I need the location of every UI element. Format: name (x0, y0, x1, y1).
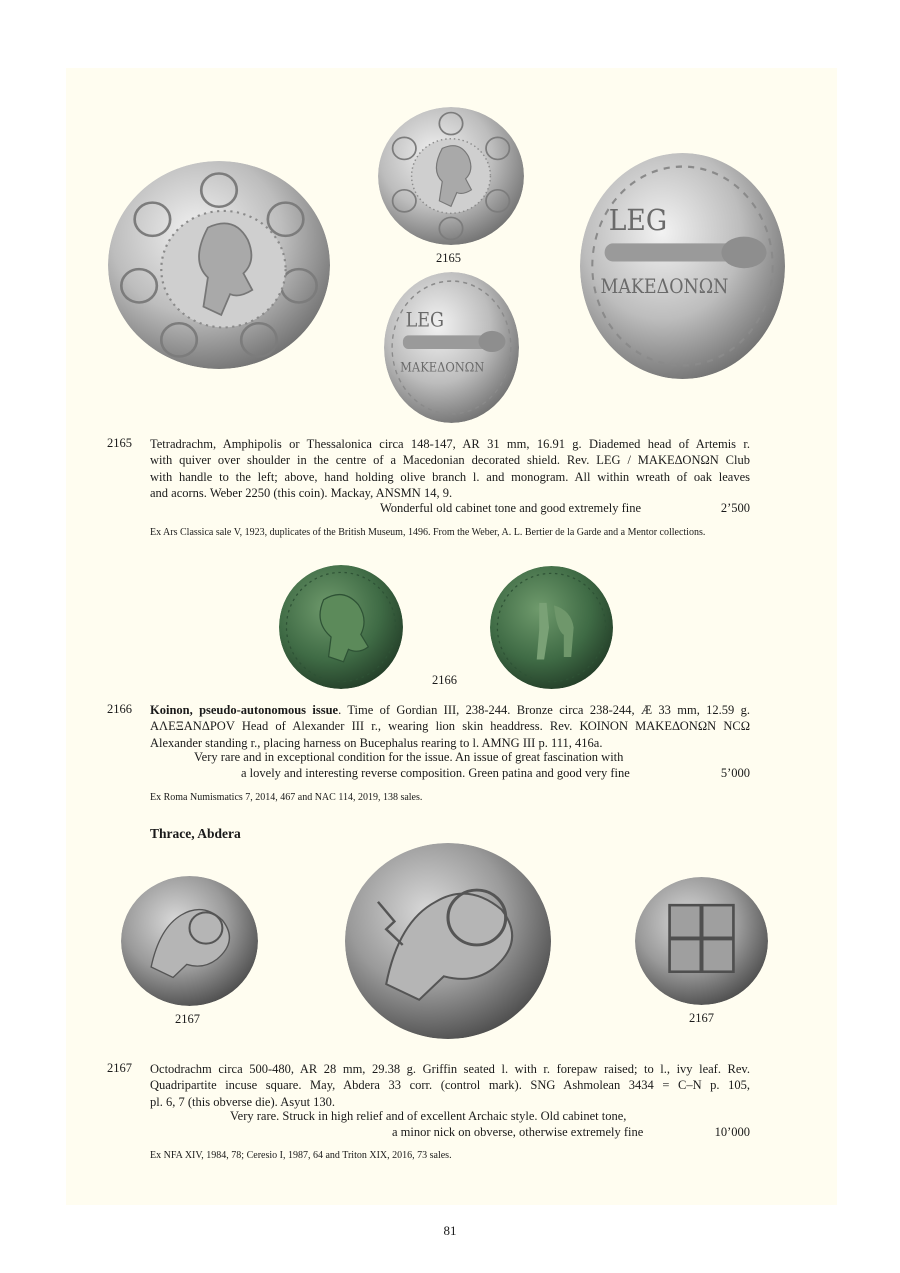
description-line: and acorns. Weber 2250 (this coin). Mackay, ANSMN 14, 9. (150, 486, 453, 501)
coin-2165-reverse-small (384, 272, 519, 423)
coin-2165-obverse-large (108, 161, 330, 369)
lot-evaluation: Wonderful old cabinet tone and good extremely fine (380, 501, 642, 515)
coin-inscription-makedonon: ΜΑΚΕΔΟΝΩΝ (400, 360, 485, 375)
lot-evaluation: a minor nick on obverse, otherwise extremely fine (392, 1125, 644, 1139)
description-line: ΑΛΕΞΑΝΔΡΟV Head of Alexander III r., wearing lion skin headdress. Rev. ΚΟΙΝΟΝ ΜΑΚΕΔΟΝΩΝ ΝCΩ (150, 719, 750, 734)
coin-2165-obverse-small (378, 107, 524, 245)
description-line: Octodrachm circa 500-480, AR 28 mm, 29.38 g. Griffin seated l. with r. forepaw raised; to l., ivy leaf. Rev. (150, 1062, 750, 1076)
coin-2166-reverse (490, 566, 613, 689)
lot-evaluation: Very rare. Struck in high relief and of excellent Archaic style. Old cabinet tone, (230, 1109, 627, 1123)
coin-2167-obverse-small (121, 876, 258, 1006)
lot-description (150, 436, 750, 502)
image-label-2167-right: 2167 (689, 1011, 714, 1025)
coin-2165-reverse-large (580, 153, 785, 379)
lot-estimate: 5’000 (720, 766, 750, 780)
description-line: Tetradrachm, Amphipolis or Thessalonica circa 148-147, AR 31 mm, 16.91 g. Diademed head of Artemis r. (150, 437, 750, 451)
description-line-rest: . Time of Gordian III, 238-244. Bronze circa 238-244, Æ 33 mm, 12.59 g. (338, 703, 750, 717)
lot-evaluation: Very rare and in exceptional condition for the issue. An issue of great fascination with (194, 750, 624, 764)
lot-title: Koinon, pseudo-autonomous issue (150, 703, 339, 717)
description-line: with handle to the left; above, hand holding olive branch l. and monogram. All within wreath of oak leaves (150, 469, 750, 484)
description-line: Quadripartite incuse square. May, Abdera 33 corr. (control mark). SNG Ashmolean 3434 = C–N p. 105, (150, 1078, 750, 1093)
coin-2167-obverse-large (345, 843, 551, 1039)
lot-provenance: Ex NFA XIV, 1984, 78; Ceresio I, 1987, 64 and Triton XIX, 2016, 73 sales. (150, 1150, 452, 1161)
lot-provenance: Ex Roma Numismatics 7, 2014, 467 and NAC 114, 2019, 138 sales. (150, 792, 423, 803)
lot-description (150, 1061, 750, 1110)
image-label-2166: 2166 (432, 673, 457, 687)
coin-inscription-makedonon: ΜΑΚΕΔΟΝΩΝ (600, 276, 729, 299)
coin-inscription-leg: LEG (608, 202, 668, 238)
lot-estimate: 2’500 (720, 501, 750, 515)
image-label-2165: 2165 (436, 251, 461, 265)
description-line (150, 702, 750, 718)
lot-description (150, 702, 750, 751)
lot-number: 2166 (107, 702, 132, 716)
coin-inscription-leg: LEG (405, 309, 445, 332)
lot-evaluation: a lovely and interesting reverse composition. Green patina and good very fine (241, 766, 630, 780)
lot-number: 2165 (107, 436, 132, 450)
section-heading: Thrace, Abdera (150, 826, 241, 841)
page-number: 81 (443, 1223, 457, 1238)
description-line: with quiver over shoulder in the centre of a Macedonian decorated shield. Rev. LEG / ΜΑΚΕΔΟΝΩΝ Club (150, 453, 750, 468)
lot-provenance: Ex Ars Classica sale V, 1923, duplicates of the British Museum, 1496. From the Weber, A. L. Bertier de la Garde and a Mentor collections. (150, 527, 706, 538)
coin-2166-obverse (279, 565, 403, 689)
coin-2167-reverse (635, 877, 768, 1005)
description-line: Alexander standing r., placing harness on Bucephalus rearing to l. AMNG III p. 111, 416a. (150, 735, 603, 750)
lot-estimate: 10’000 (714, 1125, 750, 1139)
lot-number: 2167 (107, 1061, 132, 1075)
image-label-2167-left: 2167 (175, 1012, 200, 1026)
description-line: pl. 6, 7 (this obverse die). Asyut 130. (150, 1094, 336, 1109)
